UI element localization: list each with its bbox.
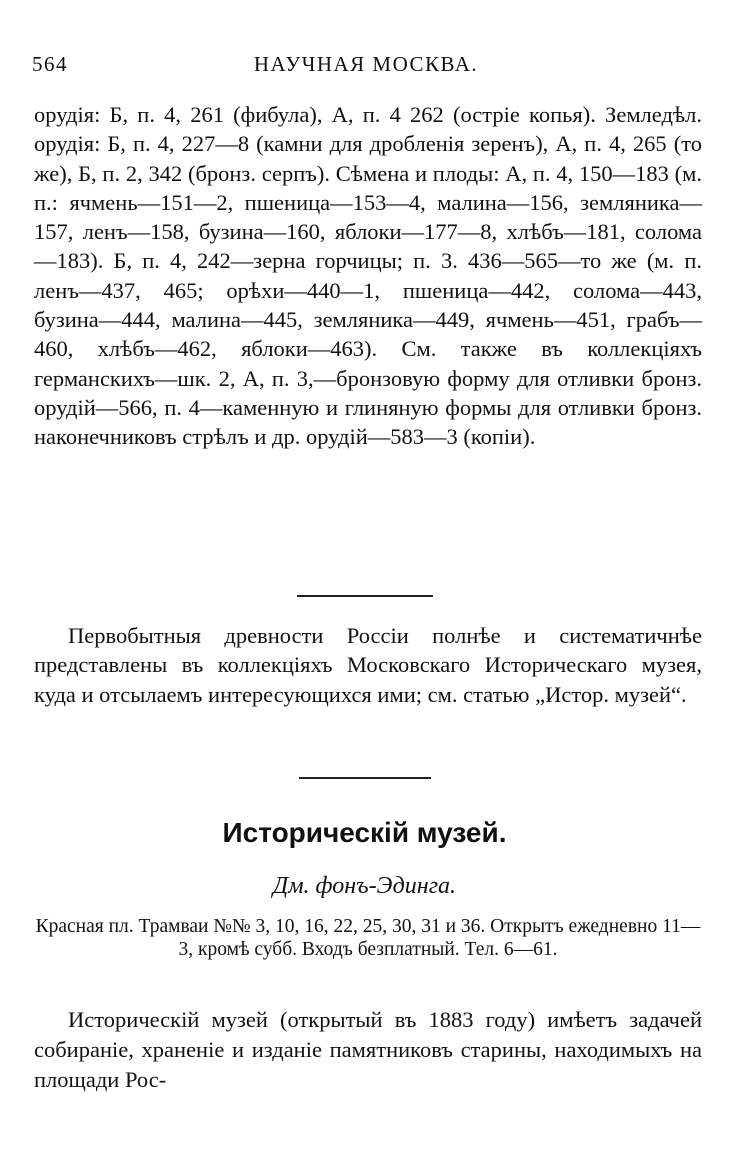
article-author: Дм. фонъ-Эдинга. [272, 873, 457, 899]
reference-paragraph: Первобытныя древности Россіи полнѣе и систематичнѣе представлены въ коллекціяхъ Московскаго Историческаго музея, куда и отсылаемъ интересующихся ими; см. статью „Истор. музей“. [34, 623, 702, 707]
section-divider-2 [299, 777, 431, 779]
page-header [32, 52, 700, 82]
section-divider-1 [297, 595, 433, 597]
museum-info: Красная пл. Трамваи №№ 3, 10, 16, 22, 25, 30, 31 и 36. Открытъ ежедневно 11—3, кромѣ субб. Входъ безплатный. Тел. 6—61. [35, 916, 701, 960]
section-title: Историческій музей. [222, 817, 507, 848]
body-paragraph: Историческій музей (открытый въ 1883 году) имѣетъ задачей собираніе, храненіе и изданіе памятниковъ старины, находимыхъ на площади Рос- [34, 1007, 702, 1092]
catalog-paragraph: орудія: Б, п. 4, 261 (фибула), А, п. 4 262 (остріе копья). Земледѣл. орудія: Б, п. 4, 227—8 (камни для дробленія зеренъ), А, п. 4, 265 (то же), Б, п. 2, 342 (бронз. серпъ). Сѣмена и плоды: А, п. 4, 150—183 (м. п.: ячмень—151—2, пшеница—153—4, малина—156, земляника—157, ленъ—158, бузина—160, яблоки—177—8, хлѣбъ—181, солома—183). Б, п. 4, 242—зерна горчицы; п. 3. 436—565—то же (м. п. ленъ—437, 465; орѣхи—440—1, пшеница—442, солома—443, бузина—444, малина—445, земляника—449, ячмень—451, грабъ—460, хлѣбъ—462, яблоки—463). См. также въ коллекціяхъ германскихъ—шк. 2, А, п. 3,—бронзовую форму для отливки бронз. орудій—566, п. 4—каменную и глиняную формы для отливки бронз. наконечниковъ стрѣлъ и др. орудій—583—3 (копіи). [34, 102, 702, 450]
running-title: НАУЧНАЯ МОСКВА. [253, 52, 479, 76]
page-number: 564 [32, 52, 68, 76]
